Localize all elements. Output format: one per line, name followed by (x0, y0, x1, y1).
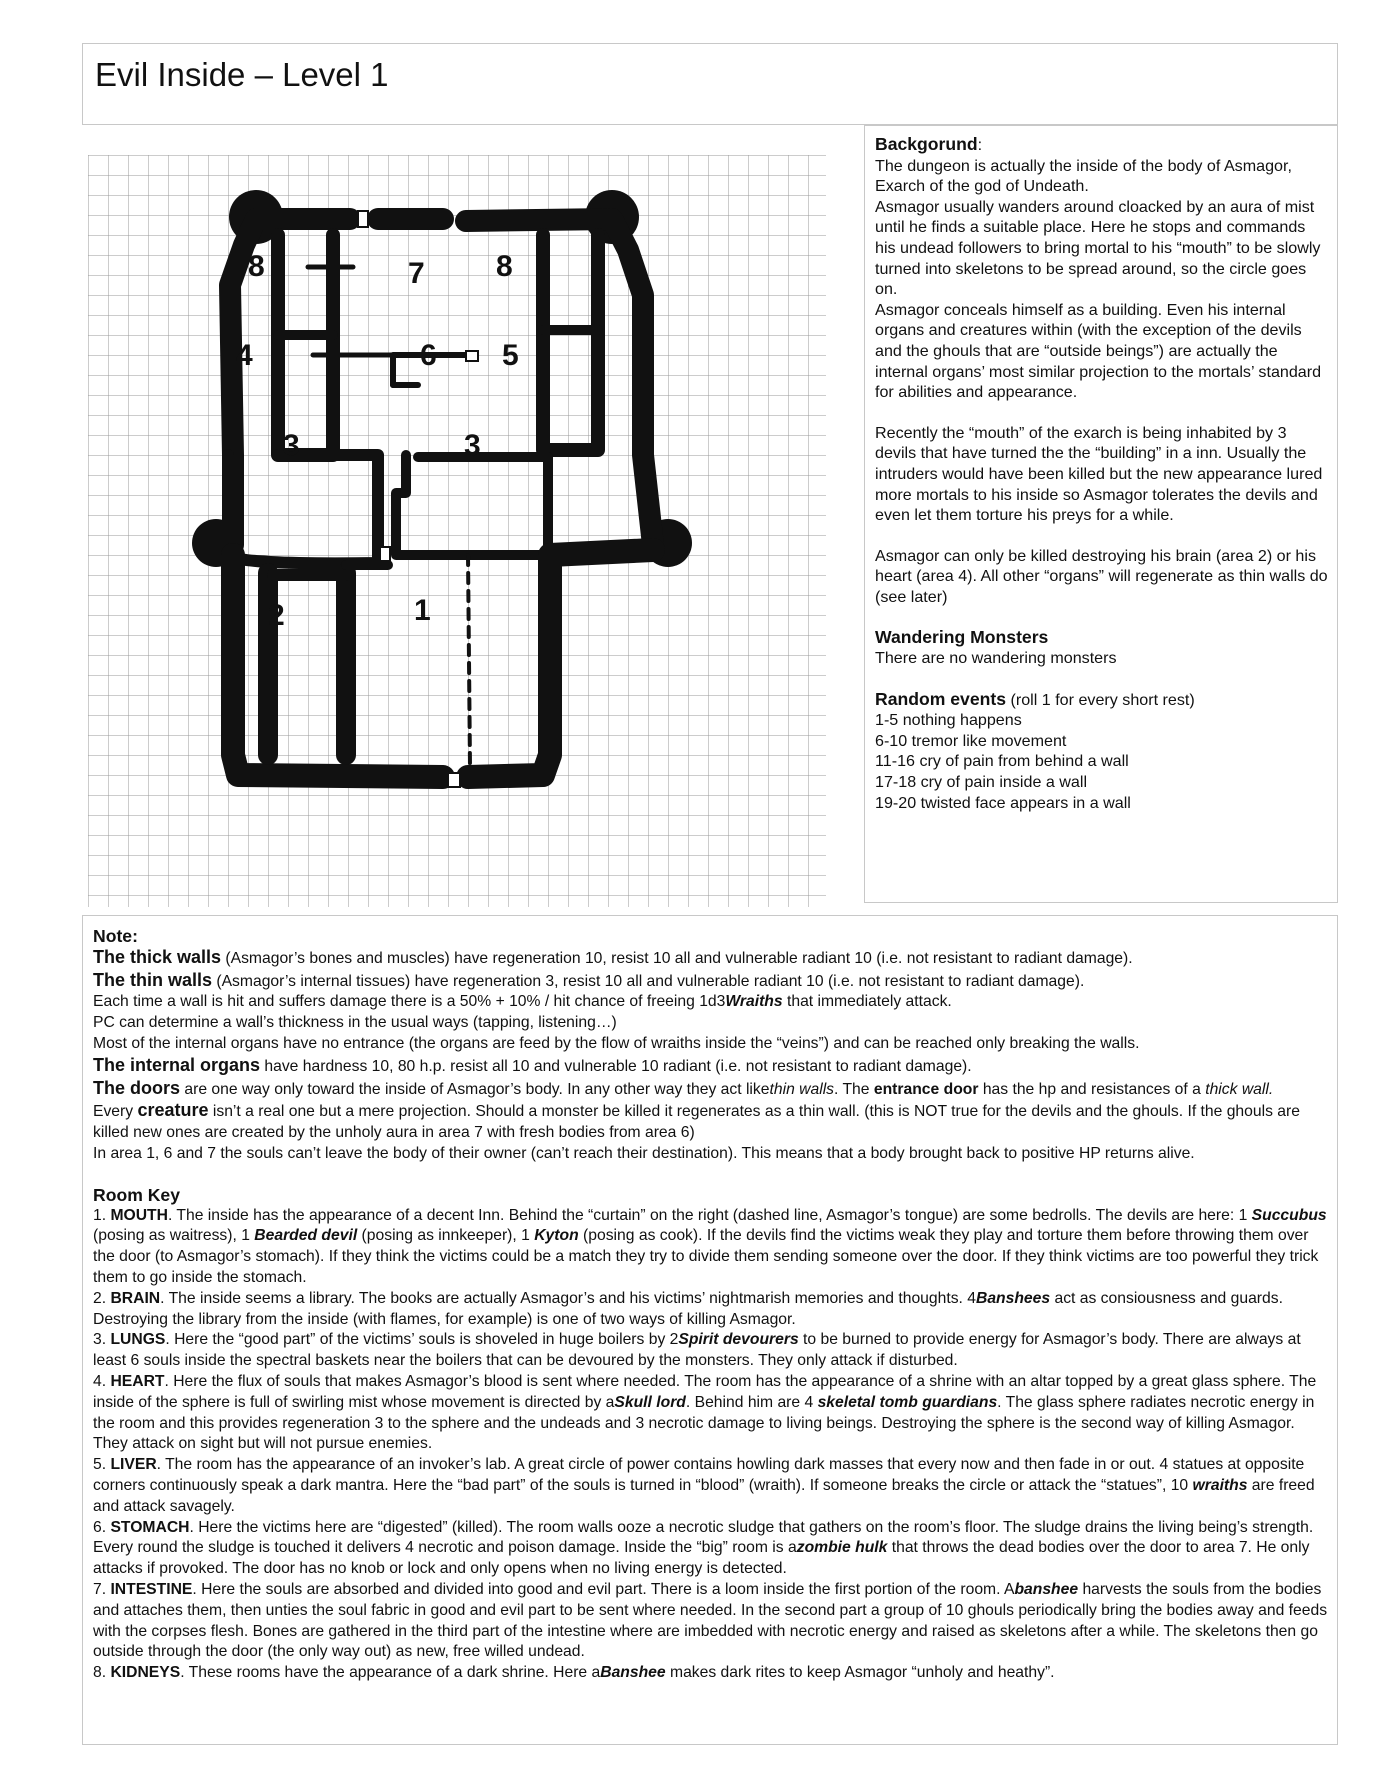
note-area-line: In area 1, 6 and 7 the souls can’t leave the body of their owner (can’t reach their destination). This means that a body brought back to positive HP returns alive. (93, 1144, 1195, 1162)
random-item: 11-16 cry of pain from behind a wall (875, 752, 1129, 771)
doors-label: The doors (93, 1077, 181, 1098)
room-key-text: . The inside has the appearance of a decent Inn. Behind the “curtain” on the right (dashed line, Asmagor’s tongue) are some bedrolls. The devils are here: 1 (167, 1206, 1252, 1224)
room-name: LUNGS (110, 1331, 166, 1349)
background-line: The dungeon is actually the inside of the body of Asmagor, Exarch of the god of Undeath. (875, 156, 1292, 196)
room-label: 3 (283, 429, 300, 462)
monster-name: Banshee (600, 1664, 666, 1682)
room-key-text: . These rooms have the appearance of a dark shrine. Here a (180, 1664, 601, 1682)
room-key-entry (93, 1580, 1331, 1663)
note-organs-line: Most of the internal organs have no entrance (the organs are feed by the flow of wraiths inside the “veins”) and can be reached only breaking the walls. (93, 1034, 1140, 1052)
room-name: BRAIN (110, 1289, 161, 1307)
room-key-entry (93, 1289, 1331, 1331)
room-name: KIDNEYS (110, 1664, 181, 1682)
note-heading: Note: (93, 926, 138, 946)
room-name: MOUTH (110, 1206, 168, 1224)
room-key-entry (93, 1518, 1331, 1580)
doors-text: has the hp and resistances of a (978, 1080, 1206, 1098)
room-key-text: 1. (93, 1206, 111, 1224)
monster-name: zombie hulk (796, 1539, 888, 1557)
doors-text: thin walls (769, 1080, 835, 1098)
note-creature (93, 1100, 1331, 1144)
room-name: STOMACH (110, 1518, 190, 1536)
room-label: 3 (464, 429, 481, 462)
room-label: 4 (236, 339, 253, 372)
note-internal-organs (93, 1055, 1331, 1078)
note-doors (93, 1078, 1331, 1101)
note-thick-walls (93, 947, 1331, 970)
hit-text: that immediately attack. (782, 993, 952, 1011)
room-name: INTESTINE (110, 1580, 193, 1598)
room-label: 8 (248, 250, 265, 283)
room-key-heading: Room Key (93, 1184, 181, 1205)
door (466, 351, 478, 361)
room-key-entry (93, 1455, 1331, 1517)
monster-name: Wraiths (725, 993, 783, 1011)
monster-name: skeletal tomb guardians (817, 1393, 998, 1411)
room-key-text: that throws the dead bodies over the door to area 7. He only attacks if provoked. The door has no knob or lock and only opens when no living energy is detected. (93, 1539, 1310, 1578)
room-label: 8 (496, 250, 513, 283)
background-line: Asmagor usually wanders around cloacked by an aura of mist until he finds a suitable place. Here he stops and commands his undead followers to bring mortal to his “mouth” to be slowly turned into skeletons to be spread around, so the circle goes on. (875, 197, 1321, 299)
room-key-text: (posing as waitress), 1 (93, 1227, 255, 1245)
creature-label: creature (137, 1100, 209, 1121)
room-key-text: are freed and attack savagely. (93, 1476, 1315, 1515)
monster-name: banshee (1014, 1580, 1079, 1598)
monster-name: Spirit devourers (678, 1331, 799, 1349)
room-key-text: (posing as cook). If the devils find the victims weak they play and torture them before throwing them over the door (to Asmagor’s stomach). If they think the victims could be a match they try to divide them sending someone over the door. If they think victims are too powerful they trick them to go inside the stomach. (93, 1227, 1319, 1286)
random-heading: Random events (875, 688, 1007, 709)
background-paragraph: Asmagor can only be killed destroying his brain (area 2) or his heart (area 4). All other “organs” will regenerate as thin walls do (see later) (875, 546, 1328, 606)
doors-text: entrance door (873, 1080, 979, 1098)
page-title: Evil Inside – Level 1 (95, 56, 389, 93)
room-key-text: . The room has the appearance of an invoker’s lab. A great circle of power contains howling dark masses that every now and then fade in or out. 4 statues at opposite corners continuously speak a dark mantra. Here the “bad part” of the souls is turned in “blood” (wraith). If someone breaks the circle or attack the “statues”, 10 (93, 1456, 1305, 1494)
note-pc-line: PC can determine a wall’s thickness in the usual ways (tapping, listening…) (93, 1014, 617, 1032)
room-key-text: harvests the souls from the bodies and attaches them, then unties the soul fabric in good and evil part to be sent where needed. In the second part a group of 10 ghouls periodically bring the bodies away and feeds with the corpses flesh. Bones are gathered in the third part of the intestine where are imbedded with necrotic energy and raised as skeletons after a while. The skeletons then go outside through the door (the only way out) as new, free willed undead. (93, 1580, 1328, 1661)
room-key-text: makes dark rites to keep Asmagor “unholy and heathy”. (665, 1664, 1055, 1682)
wandering-text: There are no wandering monsters (875, 649, 1117, 668)
heading-colon: : (977, 136, 983, 154)
room-key-entry (93, 1330, 1331, 1372)
monster-name: Banshees (975, 1289, 1051, 1307)
room-key-entry (93, 1206, 1331, 1289)
room-label: 1 (414, 594, 431, 627)
room-key-text: . Here the souls are absorbed and divided into good and evil part. There is a loom inside the first portion of the room. A (192, 1580, 1015, 1598)
thin-walls-label: The thin walls (93, 969, 213, 990)
room-key-text: 6. (93, 1518, 111, 1536)
dungeon-map (88, 155, 826, 907)
background-heading: Backgorund (875, 134, 978, 154)
room-key-text: (posing as innkeeper), 1 (357, 1227, 535, 1245)
note-thin-walls (93, 970, 1331, 993)
room-key-text: act as consiousness and guards. Destroying the library from the inside (with flames, for example) is one of two ways of killing Asmagor. (93, 1289, 1283, 1328)
room-key-text: . Here the victims here are “digested” (killed). The room walls ooze a necrotic sludge that gathers on the room’s floor. The sludge drains the living being’s strength. Every round the sludge is touched it delivers 4 necrotic and poison damage. Inside the “big” room is a (93, 1518, 1314, 1557)
title-box (82, 43, 1338, 125)
doors-text: are one way only toward the inside of Asmagor’s body. In any other way they act like (180, 1080, 770, 1098)
internal-organs-label: The internal organs (93, 1054, 261, 1075)
random-item: 1-5 nothing happens (875, 711, 1022, 730)
room-key-text: 4. (93, 1372, 111, 1390)
note-wall-hit (93, 992, 1331, 1013)
room-key-text: . The glass sphere radiates necrotic energy in the room and this provides regeneration 3 to the sphere and the undeads and 3 necrotic damage to living beings. Destroying the sphere is the second way of killing Asmagor. They attack on sight but will not pursue enemies. (93, 1393, 1315, 1453)
door (358, 211, 368, 227)
room-key-text: 3. (93, 1331, 111, 1349)
room-key-entry (93, 1372, 1331, 1455)
note-panel (82, 915, 1338, 1745)
background-panel (864, 125, 1338, 903)
room-key-text: . The inside seems a library. The books are actually Asmagor’s and his victims’ nightmarish memories and thoughts. 4 (160, 1289, 976, 1307)
room-key-text: . Here the “good part” of the victims’ souls is shoveled in huge boilers by 2 (165, 1331, 679, 1349)
thick-walls-text: (Asmagor’s bones and muscles) have regeneration 10, resist 10 all and vulnerable radiant 10 (i.e. not resistant to radiant damage). (221, 949, 1133, 967)
room-key-text: 8. (93, 1664, 111, 1682)
door (448, 773, 460, 787)
doors-text: . The (834, 1080, 874, 1098)
door (380, 547, 390, 561)
background-line: Asmagor conceals himself as a building. Even his internal organs and creatures within (with the exception of the devils and the ghouls that are “outside beings”) are actually the internal organs’ most similar projection to the mortals’ standard for abilities and appearance. (875, 300, 1322, 402)
room-key-text: to be burned to provide energy for Asmagor’s body. There are always at least 6 souls inside the spectral baskets near the boilers that can be devoured by the monsters. They only attack if disturbed. (93, 1331, 1301, 1370)
room-label: 5 (502, 339, 519, 372)
room-key-text: 2. (93, 1289, 111, 1307)
internal-organs-text: have hardness 10, 80 h.p. resist all 10 and vulnerable 10 radiant (i.e. not resistant to radiant damage). (260, 1057, 972, 1075)
room-name: LIVER (110, 1456, 157, 1474)
monster-name: Kyton (534, 1227, 579, 1245)
wandering-heading: Wandering Monsters (875, 627, 1049, 648)
room-key-text: 7. (93, 1580, 111, 1598)
monster-name: Succubus (1251, 1206, 1327, 1224)
monster-name: Skull lord (614, 1393, 686, 1411)
creature-text: isn’t a real one but a mere projection. Should a monster be killed it regenerates as a thin wall. (this is NOT true for the devils and the ghouls. If the ghouls are killed new ones are created by the unholy aura in area 7 with fresh bodies from area 6) (93, 1103, 1300, 1142)
room-label: 2 (268, 599, 285, 632)
random-subheading: (roll 1 for every short rest) (1006, 690, 1195, 709)
hit-text: Each time a wall is hit and suffers damage there is a 50% + 10% / hit chance of freeing 1d3 (93, 993, 726, 1011)
room-name: HEART (110, 1372, 165, 1390)
room-key-entry (93, 1663, 1331, 1684)
thin-walls-text: (Asmagor’s internal tissues) have regeneration 3, resist 10 all and vulnerable radiant 10 (i.e. not resistant to radiant damage). (212, 972, 1085, 990)
doors-text: thick wall. (1205, 1080, 1274, 1098)
monster-name: Bearded devil (254, 1227, 358, 1245)
random-item: 6-10 tremor like movement (875, 731, 1067, 750)
random-item: 19-20 twisted face appears in a wall (875, 793, 1131, 812)
random-item: 17-18 cry of pain inside a wall (875, 773, 1088, 792)
room-key-text: . Behind him are 4 (685, 1393, 818, 1411)
room-label: 6 (420, 339, 437, 372)
background-paragraph: Recently the “mouth” of the exarch is being inhabited by 3 devils that have turned the the “building” in a inn. Usually the intruders would have been killed but the new appearance lured more mortals to his inside so Asmagor tolerates the devils and even let them torture his preys for a while. (875, 423, 1323, 525)
thick-walls-label: The thick walls (93, 946, 222, 967)
monster-name: wraiths (1192, 1476, 1248, 1494)
room-key-text: 5. (93, 1456, 111, 1474)
creature-text: Every (93, 1103, 138, 1121)
room-key-text: . Here the flux of souls that makes Asmagor’s blood is sent where needed. The room has the appearance of a shrine with an altar topped by a great glass sphere. The inside of the sphere is full of swirling mist whose movement is directed by a (93, 1372, 1317, 1411)
room-label: 7 (408, 257, 425, 290)
